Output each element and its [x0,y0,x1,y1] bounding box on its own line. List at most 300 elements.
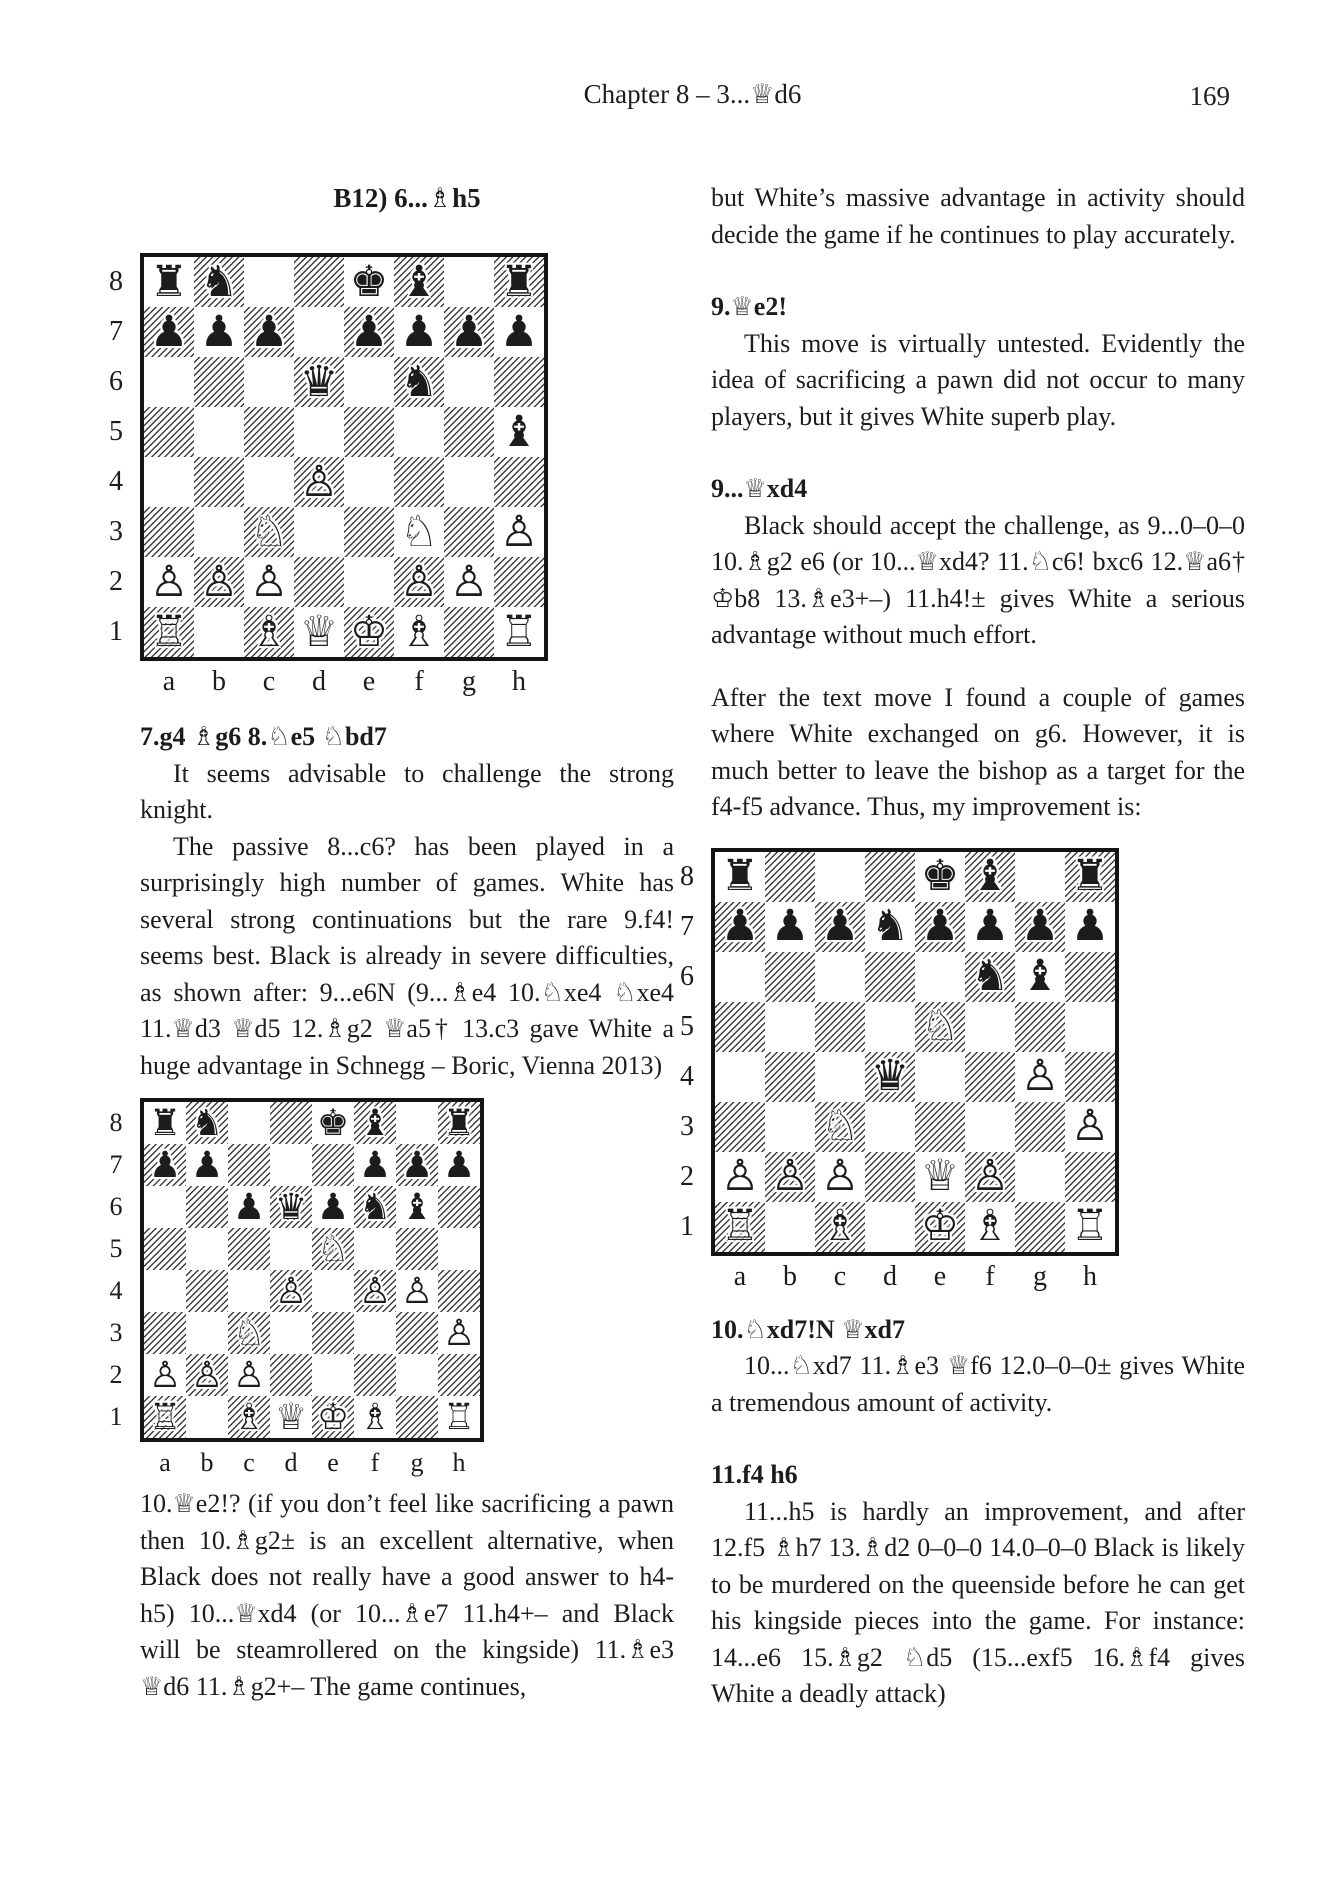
board-square-f2 [965,1152,1015,1202]
white-rook-icon: ♖ [720,1201,760,1251]
white-pawn-icon: ♙ [199,556,239,607]
board-square-g3 [396,1312,438,1354]
board-square-h1 [438,1396,480,1438]
board-square-f6 [394,357,444,407]
white-knight-icon: ♘ [920,1001,960,1051]
file-label: d [883,1260,897,1292]
board-square-e1 [344,607,394,657]
file-label: h [512,666,526,697]
board-square-c4 [244,457,294,507]
black-pawn-icon: ♟ [190,1142,224,1186]
board-square-h8 [438,1102,480,1144]
board-square-c8 [244,257,294,307]
board-square-a1 [144,607,194,657]
board-square-a5 [144,1228,186,1270]
board-square-a2 [144,1354,186,1396]
black-pawn-icon: ♟ [1070,901,1110,951]
board-square-h8 [494,257,544,307]
file-label: c [833,1260,847,1292]
board-square-g5 [396,1228,438,1270]
board-square-a3 [144,507,194,557]
white-queen-icon: ♕ [299,606,339,657]
board-square-a6 [715,952,765,1002]
rank-label: 3 [109,1318,123,1347]
file-label: c [262,666,276,697]
variation-heading: B12) 6...♗h5 [333,183,481,213]
black-bishop-icon: ♝ [1020,951,1060,1001]
board-square-h8 [1065,852,1115,902]
file-labels [140,1448,674,1478]
board-square-g5 [444,407,494,457]
black-pawn-icon: ♟ [148,1142,182,1186]
board-square-e4 [312,1270,354,1312]
board-square-c3 [228,1312,270,1354]
board-square-e3 [344,507,394,557]
file-labels [711,1262,1245,1292]
board-square-d8 [865,852,915,902]
board-square-a5 [715,1002,765,1052]
rank-label: 6 [109,366,123,397]
rank-label: 8 [109,1108,123,1137]
rank-label: 3 [680,1110,694,1142]
board-square-g8 [1015,852,1065,902]
white-bishop-icon: ♗ [399,606,439,657]
board-square-c7 [815,902,865,952]
board-square-c4 [815,1052,865,1102]
board-square-c5 [228,1228,270,1270]
white-knight-icon: ♘ [820,1101,860,1151]
board-square-h5 [438,1228,480,1270]
board-square-g1 [444,607,494,657]
board-square-d2 [294,557,344,607]
rank-label: 7 [109,1150,123,1179]
black-queen-icon: ♛ [274,1184,308,1228]
board-square-b8 [186,1102,228,1144]
board-square-c5 [815,1002,865,1052]
board-square-g1 [1015,1202,1065,1252]
board-square-f6 [354,1186,396,1228]
chapter-running-head: Chapter 8 – 3...♕d6 [583,79,802,109]
board-square-b5 [194,407,244,457]
black-rook-icon: ♜ [720,851,760,901]
board-square-a8 [144,257,194,307]
black-king-icon: ♚ [920,851,960,901]
chess-diagram-3 [680,848,1245,1292]
board-square-a6 [144,1186,186,1228]
black-pawn-icon: ♟ [449,306,489,357]
file-label: f [370,1448,380,1477]
board-square-f8 [965,852,1015,902]
board-square-d1 [294,607,344,657]
board-square-b4 [186,1270,228,1312]
board-square-c1 [815,1202,865,1252]
file-label: b [212,666,226,697]
file-label: a [733,1260,747,1292]
board-square-f4 [394,457,444,507]
board-square-b3 [194,507,244,557]
board-square-b1 [765,1202,815,1252]
white-pawn-icon: ♙ [149,556,189,607]
board-square-d6 [270,1186,312,1228]
move-heading-10nxd7: 10.♘xd7!N ♕xd7 [711,1314,905,1344]
board-square-c2 [815,1152,865,1202]
board-square-f7 [394,307,444,357]
board-square-c3 [815,1102,865,1152]
board-square-a6 [144,357,194,407]
board-square-f2 [354,1354,396,1396]
black-queen-icon: ♛ [299,356,339,407]
white-pawn-icon: ♙ [190,1352,224,1396]
board-square-c1 [244,607,294,657]
board-square-e3 [312,1312,354,1354]
rank-label: 6 [109,1192,123,1221]
board-square-f3 [354,1312,396,1354]
white-knight-icon: ♘ [399,506,439,557]
board-square-e4 [915,1052,965,1102]
board-square-b7 [194,307,244,357]
white-knight-icon: ♘ [232,1310,266,1354]
board-square-a8 [144,1102,186,1144]
board-square-c2 [228,1354,270,1396]
black-knight-icon: ♞ [870,901,910,951]
white-rook-icon: ♖ [499,606,539,657]
white-bishop-icon: ♗ [970,1201,1010,1251]
board-square-b2 [194,557,244,607]
rank-label: 5 [109,1234,123,1263]
rank-label: 4 [109,1276,123,1305]
rank-labels [106,1102,126,1438]
board-square-c7 [228,1144,270,1186]
white-knight-icon: ♘ [249,506,289,557]
board-square-b3 [186,1312,228,1354]
black-rook-icon: ♜ [442,1100,476,1144]
board-square-h4 [494,457,544,507]
board-square-b6 [765,952,815,1002]
move-heading-11f4: 11.f4 h6 [711,1460,798,1489]
file-label: g [1033,1260,1047,1292]
file-label: h [1083,1260,1097,1292]
black-queen-icon: ♛ [870,1051,910,1101]
black-pawn-icon: ♟ [820,901,860,951]
board-square-f1 [394,607,444,657]
black-pawn-icon: ♟ [400,1142,434,1186]
black-pawn-icon: ♟ [970,901,1010,951]
white-pawn-icon: ♙ [274,1268,308,1312]
board-square-h3 [438,1312,480,1354]
board-square-a8 [715,852,765,902]
board-square-e1 [312,1396,354,1438]
board-square-f3 [965,1102,1015,1152]
board-square-h1 [1065,1202,1115,1252]
white-pawn-icon: ♙ [1070,1101,1110,1151]
board-square-e6 [915,952,965,1002]
white-pawn-icon: ♙ [400,1268,434,1312]
black-pawn-icon: ♟ [232,1184,266,1228]
board-square-f8 [354,1102,396,1144]
board-square-a7 [715,902,765,952]
black-rook-icon: ♜ [149,256,189,307]
board-square-h7 [494,307,544,357]
board-square-c4 [228,1270,270,1312]
board-square-c6 [228,1186,270,1228]
board-square-a2 [715,1152,765,1202]
board-square-b2 [765,1152,815,1202]
rank-label: 7 [109,316,123,347]
white-pawn-icon: ♙ [770,1151,810,1201]
board-square-g4 [396,1270,438,1312]
board-square-h6 [1065,952,1115,1002]
board-square-d7 [865,902,915,952]
left-column [109,180,674,1705]
board-square-b3 [765,1102,815,1152]
board-square-g2 [396,1354,438,1396]
white-king-icon: ♔ [349,606,389,657]
chess-board [711,848,1119,1256]
white-pawn-icon: ♙ [442,1310,476,1354]
board-square-e2 [312,1354,354,1396]
white-rook-icon: ♖ [1070,1201,1110,1251]
board-square-c8 [228,1102,270,1144]
file-label: a [159,1448,171,1477]
board-square-c3 [244,507,294,557]
black-bishop-icon: ♝ [400,1184,434,1228]
board-square-e7 [344,307,394,357]
board-square-h5 [1065,1002,1115,1052]
board-square-d2 [865,1152,915,1202]
board-square-a3 [144,1312,186,1354]
board-square-h7 [438,1144,480,1186]
board-square-a4 [144,1270,186,1312]
black-pawn-icon: ♟ [399,306,439,357]
file-label: b [200,1448,214,1477]
white-bishop-icon: ♗ [249,606,289,657]
board-square-b6 [186,1186,228,1228]
right-column [680,180,1245,1713]
white-pawn-icon: ♙ [1020,1051,1060,1101]
white-pawn-icon: ♙ [499,506,539,557]
board-square-a7 [144,1144,186,1186]
white-rook-icon: ♖ [442,1394,476,1438]
board-square-c6 [244,357,294,407]
rank-label: 6 [680,960,694,992]
board-square-c8 [815,852,865,902]
board-square-g7 [396,1144,438,1186]
board-square-h5 [494,407,544,457]
black-pawn-icon: ♟ [249,306,289,357]
white-rook-icon: ♖ [149,606,189,657]
board-square-a7 [144,307,194,357]
white-pawn-icon: ♙ [449,556,489,607]
file-label: f [414,666,424,697]
board-square-e4 [344,457,394,507]
file-label: e [933,1260,947,1292]
black-pawn-icon: ♟ [920,901,960,951]
board-square-f6 [965,952,1015,1002]
rank-label: 1 [109,616,123,647]
rank-label: 4 [109,466,123,497]
black-pawn-icon: ♟ [149,306,189,357]
board-square-b7 [765,902,815,952]
chess-board [140,253,548,661]
board-square-h4 [438,1270,480,1312]
move-heading-9qxd4: 9...♕xd4 [711,474,808,503]
board-square-e5 [344,407,394,457]
rank-label: 1 [680,1210,694,1242]
black-knight-icon: ♞ [190,1100,224,1144]
board-square-b1 [194,607,244,657]
file-label: c [243,1448,255,1477]
file-label: f [985,1260,995,1292]
board-square-d5 [865,1002,915,1052]
paragraph-untested: This move is virtually untested. Evidently the idea of sacrificing a pawn did not occur to many players, but it gives White superb play. [711,328,1245,431]
paragraph-tremendous: 10...♘xd7 11.♗e3 ♕f6 12.0–0–0± gives White a tremendous amount of activity. [711,1351,1245,1417]
board-square-b1 [186,1396,228,1438]
board-square-h2 [494,557,544,607]
black-pawn-icon: ♟ [316,1184,350,1228]
board-square-d7 [294,307,344,357]
board-square-d1 [270,1396,312,1438]
white-pawn-icon: ♙ [720,1151,760,1201]
black-pawn-icon: ♟ [770,901,810,951]
board-square-d8 [294,257,344,307]
white-pawn-icon: ♙ [399,556,439,607]
paragraph-text-move: After the text move I found a couple of games where White exchanged on g6. However, it is much better to leave the bishop as a target for the f4-f5 advance. Thus, my improvement is: [711,682,1245,821]
rank-labels [677,852,697,1252]
board-square-a4 [715,1052,765,1102]
board-square-d1 [865,1202,915,1252]
board-square-g7 [1015,902,1065,952]
white-knight-icon: ♘ [316,1226,350,1270]
board-square-g3 [1015,1102,1065,1152]
board-square-e5 [915,1002,965,1052]
black-pawn-icon: ♟ [720,901,760,951]
chess-board [140,1098,484,1442]
white-queen-icon: ♕ [920,1151,960,1201]
board-square-h3 [1065,1102,1115,1152]
black-bishop-icon: ♝ [970,851,1010,901]
board-square-b6 [194,357,244,407]
board-square-c6 [815,952,865,1002]
black-rook-icon: ♜ [1070,851,1110,901]
black-king-icon: ♚ [349,256,389,307]
board-square-h3 [494,507,544,557]
board-square-e6 [344,357,394,407]
rank-labels [106,257,126,657]
black-knight-icon: ♞ [399,356,439,407]
board-square-g5 [1015,1002,1065,1052]
file-label: b [783,1260,797,1292]
board-square-e2 [915,1152,965,1202]
board-square-g6 [444,357,494,407]
board-square-h1 [494,607,544,657]
board-square-a2 [144,557,194,607]
white-king-icon: ♔ [316,1394,350,1438]
board-square-e8 [915,852,965,902]
board-square-f1 [354,1396,396,1438]
rank-label: 5 [109,416,123,447]
paragraph-accept-challenge: Black should accept the challenge, as 9...0–0–0 10.♗g2 e6 (or 10...♕xd4? 11.♘c6! bxc6 12.♕a6† ♔b8 13.♗e3+–) 11.h4!± gives White a serious advantage without much effort. [711,510,1245,649]
board-square-b4 [765,1052,815,1102]
black-bishop-icon: ♝ [358,1100,392,1144]
black-bishop-icon: ♝ [399,256,439,307]
board-square-g6 [1015,952,1065,1002]
rank-label: 4 [680,1060,694,1092]
black-knight-icon: ♞ [358,1184,392,1228]
rank-label: 8 [680,860,694,892]
black-pawn-icon: ♟ [442,1142,476,1186]
board-square-c5 [244,407,294,457]
board-square-g4 [444,457,494,507]
white-pawn-icon: ♙ [820,1151,860,1201]
board-square-e1 [915,1202,965,1252]
board-square-c1 [228,1396,270,1438]
board-square-e6 [312,1186,354,1228]
board-square-g7 [444,307,494,357]
file-label: e [362,666,376,697]
paragraph-continuation: but White’s massive advantage in activity should decide the game if he continues to play accurately. [711,183,1245,249]
paragraph-challenge: It seems advisable to challenge the strong knight. [140,758,674,824]
board-square-f7 [965,902,1015,952]
black-pawn-icon: ♟ [199,306,239,357]
paragraph-passive-8c6: The passive 8...c6? has been played in a surprisingly high number of games. White has several strong continuations but the rare 9.f4! seems best. Black is already in severe difficulties, as shown after: 9...e6N (9...♗e4 10.♘xe4 ♘xe4 11.♕d3 ♕d5 12.♗g2 ♕a5† 13.c3 gave White a huge advantage in Schnegg – Boric, Vienna 2013) [140,831,674,1080]
board-square-f2 [394,557,444,607]
rank-label: 5 [680,1010,694,1042]
board-square-b7 [186,1144,228,1186]
board-square-a3 [715,1102,765,1152]
board-square-d4 [294,457,344,507]
board-square-f4 [965,1052,1015,1102]
file-label: h [452,1448,466,1477]
board-square-f3 [394,507,444,557]
board-square-g3 [444,507,494,557]
rank-label: 8 [109,266,123,297]
white-pawn-icon: ♙ [232,1352,266,1396]
board-square-d7 [270,1144,312,1186]
board-square-d6 [865,952,915,1002]
board-square-b8 [194,257,244,307]
board-square-g2 [444,557,494,607]
board-square-b8 [765,852,815,902]
board-square-a5 [144,407,194,457]
move-heading-7g4: 7.g4 ♗g6 8.♘e5 ♘bd7 [140,722,387,751]
white-bishop-icon: ♗ [820,1201,860,1251]
paragraph-10qe2-line: 10.♕e2!? (if you don’t feel like sacrificing a pawn then 10.♗g2± is an excellent alternative, when Black does not really have a good answer to h4-h5) 10...♕xd4 (or 10...♗e7 11.h4+– and Black will be steamrollered on the kingside) 11.♗e3 ♕d6 11.♗g2+– The game continues, [140,1489,674,1701]
board-square-f1 [965,1202,1015,1252]
file-label: g [410,1448,424,1477]
board-square-a1 [144,1396,186,1438]
board-square-d3 [270,1312,312,1354]
black-rook-icon: ♜ [499,256,539,307]
chess-diagram-1 [109,253,674,697]
file-label: g [462,666,476,697]
board-square-f8 [394,257,444,307]
white-pawn-icon: ♙ [148,1352,182,1396]
board-square-h2 [438,1354,480,1396]
black-rook-icon: ♜ [148,1100,182,1144]
file-label: d [284,1448,298,1477]
black-pawn-icon: ♟ [349,306,389,357]
file-labels [140,667,674,697]
white-pawn-icon: ♙ [249,556,289,607]
board-square-h6 [438,1186,480,1228]
board-square-d4 [865,1052,915,1102]
board-square-e8 [312,1102,354,1144]
white-rook-icon: ♖ [148,1394,182,1438]
board-square-b5 [765,1002,815,1052]
white-queen-icon: ♕ [274,1394,308,1438]
black-pawn-icon: ♟ [499,306,539,357]
white-pawn-icon: ♙ [358,1268,392,1312]
